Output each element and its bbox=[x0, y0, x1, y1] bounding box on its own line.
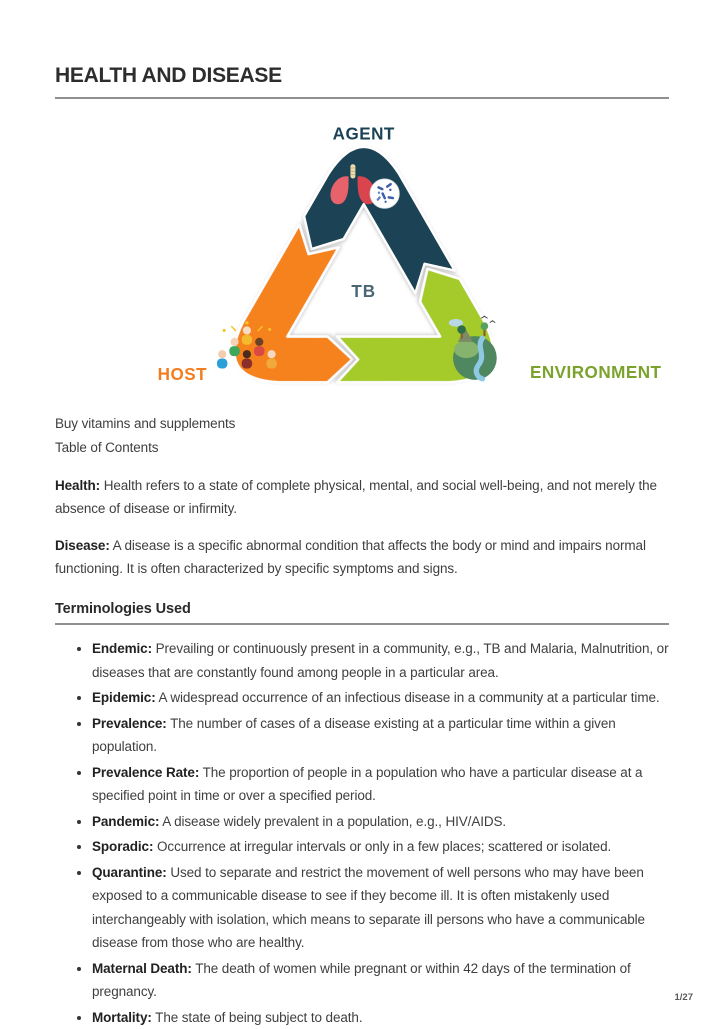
page-indicator: 1/27 bbox=[674, 992, 693, 1003]
definition-paragraphs bbox=[55, 474, 669, 580]
terminology-text: The proportion of people in a population who have a particular disease at a specified point in time or over a specified period. bbox=[92, 764, 643, 804]
agent-label: AGENT bbox=[332, 124, 395, 144]
intro-line-toc: Table of Contents bbox=[55, 440, 159, 456]
environment-label: ENVIRONMENT bbox=[529, 362, 662, 382]
terminology-term: Prevalence: bbox=[92, 715, 167, 731]
terminology-text: The state of being subject to death. bbox=[151, 1009, 363, 1025]
terminology-item bbox=[92, 835, 669, 859]
terminology-term: Quarantine: bbox=[92, 864, 167, 880]
terminology-text: Used to separate and restrict the movement of well persons who may have been exposed to a communicable disease to see if they become ill. It is often mistakenly used interchangeably with isolation, which means to separate ill persons who have a communicable disease from those who are healthy. bbox=[92, 864, 645, 951]
terminology-text: Occurrence at irregular intervals or only in a few places; scattered or isolated. bbox=[153, 839, 612, 855]
terminology-item bbox=[92, 957, 669, 1004]
terminology-item bbox=[92, 861, 669, 955]
definition-text: A disease is a specific abnormal condition that affects the body or mind and impairs normal functioning. It is often characterized by specific symptoms and signs. bbox=[55, 538, 646, 577]
terminology-text: A widespread occurrence of an infectious disease in a community at a particular time. bbox=[155, 690, 660, 706]
terminology-item bbox=[92, 686, 669, 710]
host-label: HOST bbox=[157, 364, 208, 384]
terminology-text: The number of cases of a disease existing at a particular time within a given population. bbox=[92, 715, 616, 755]
terminologies-heading: Terminologies Used bbox=[55, 601, 191, 618]
page-title: HEALTH AND DISEASE bbox=[55, 64, 282, 87]
terminology-term: Endemic: bbox=[92, 641, 152, 657]
bacteria-icon bbox=[370, 179, 399, 208]
terminology-term: Pandemic: bbox=[92, 813, 160, 829]
terminology-term: Prevalence Rate: bbox=[92, 764, 200, 780]
terminology-term: Sporadic: bbox=[92, 839, 154, 855]
terminology-term: Mortality: bbox=[92, 1009, 152, 1025]
intro-lines bbox=[55, 412, 669, 460]
definition-paragraph bbox=[55, 474, 669, 520]
definition-term: Disease: bbox=[55, 538, 110, 554]
terminology-item bbox=[92, 1006, 669, 1029]
terminologies-divider bbox=[55, 623, 669, 625]
terminology-item bbox=[92, 761, 669, 808]
terminology-text: A disease widely prevalent in a population, e.g., HIV/AIDS. bbox=[159, 813, 507, 829]
terminology-list bbox=[55, 637, 669, 1029]
terminology-text: The death of women while pregnant or within 42 days of the termination of pregnancy. bbox=[92, 960, 631, 1000]
definition-text: Health refers to a state of complete physical, mental, and social well-being, and not merely the absence of disease or infirmity. bbox=[55, 478, 657, 517]
definition-paragraph bbox=[55, 534, 669, 580]
terminology-text: Prevailing or continuously present in a community, e.g., TB and Malaria, Malnutrition, or diseases that are constantly found among people in a particular area. bbox=[92, 641, 669, 680]
definition-term: Health: bbox=[55, 478, 101, 494]
terminology-term: Epidemic: bbox=[92, 690, 156, 706]
epidemiologic-triangle-figure bbox=[131, 92, 663, 388]
tb-label: TB bbox=[351, 282, 377, 302]
terminology-term: Maternal Death: bbox=[92, 960, 192, 976]
terminology-item bbox=[92, 637, 669, 684]
intro-line-vitamins: Buy vitamins and supplements bbox=[55, 416, 236, 432]
terminology-item bbox=[92, 810, 669, 834]
terminology-item bbox=[92, 712, 669, 759]
epidemiologic-triangle-svg bbox=[131, 92, 663, 388]
